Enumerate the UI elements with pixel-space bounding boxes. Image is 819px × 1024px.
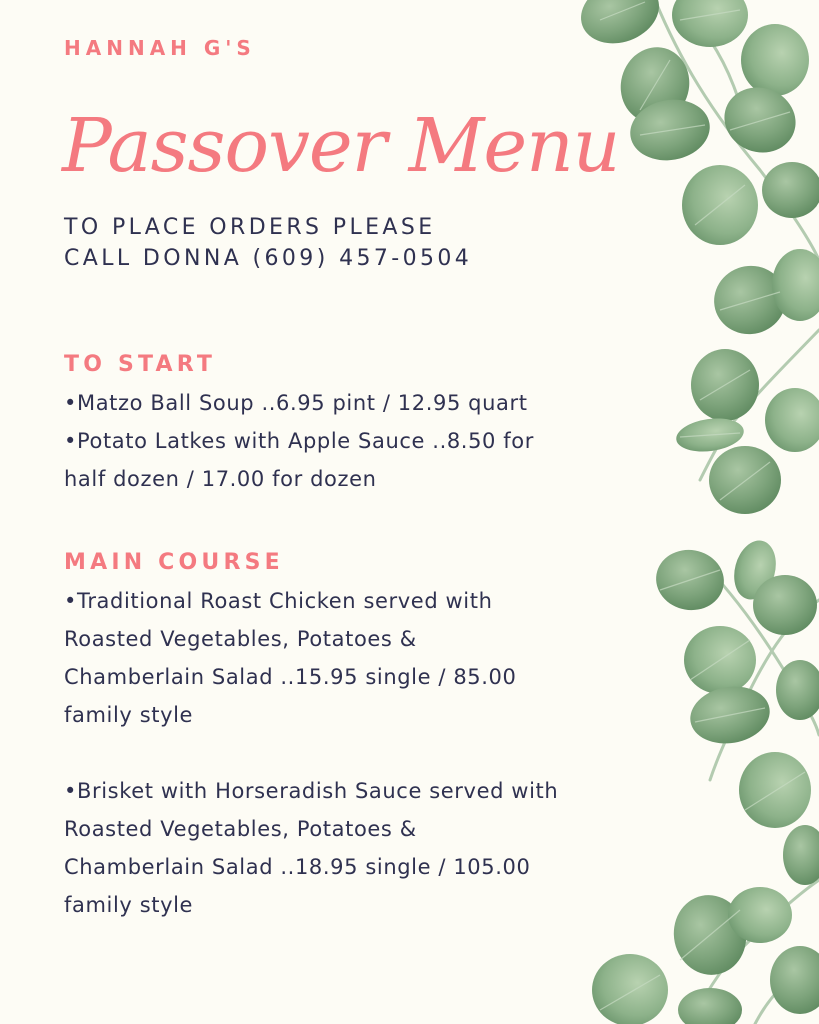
order-instructions-line-2: CALL DONNA (609) 457-0504 [64,246,473,271]
order-instructions-line-1: TO PLACE ORDERS PLEASE [64,215,436,240]
brand-name: HANNAH G'S [64,36,256,60]
page-title: Passover Menu [62,103,620,189]
menu-item-line: family style [64,703,194,727]
menu-item-line: •Traditional Roast Chicken served with [64,589,493,613]
eucalyptus-leaves-icon [560,0,819,1024]
menu-item-line: Roasted Vegetables, Potatoes & [64,627,417,651]
menu-item-line: Chamberlain Salad ..18.95 single / 105.00 [64,855,531,879]
menu-item-line: •Potato Latkes with Apple Sauce ..8.50 for [64,429,534,453]
menu-item-line: family style [64,893,194,917]
section-heading-to-start: TO START [64,352,217,377]
section-heading-main-course: MAIN COURSE [64,550,284,575]
menu-item-line: •Brisket with Horseradish Sauce served with [64,779,559,803]
menu-item-line: •Matzo Ball Soup ..6.95 pint / 12.95 quart [64,391,528,415]
menu-item-line: half dozen / 17.00 for dozen [64,467,377,491]
menu-item-line: Roasted Vegetables, Potatoes & [64,817,417,841]
menu-item-line: Chamberlain Salad ..15.95 single / 85.00 [64,665,517,689]
